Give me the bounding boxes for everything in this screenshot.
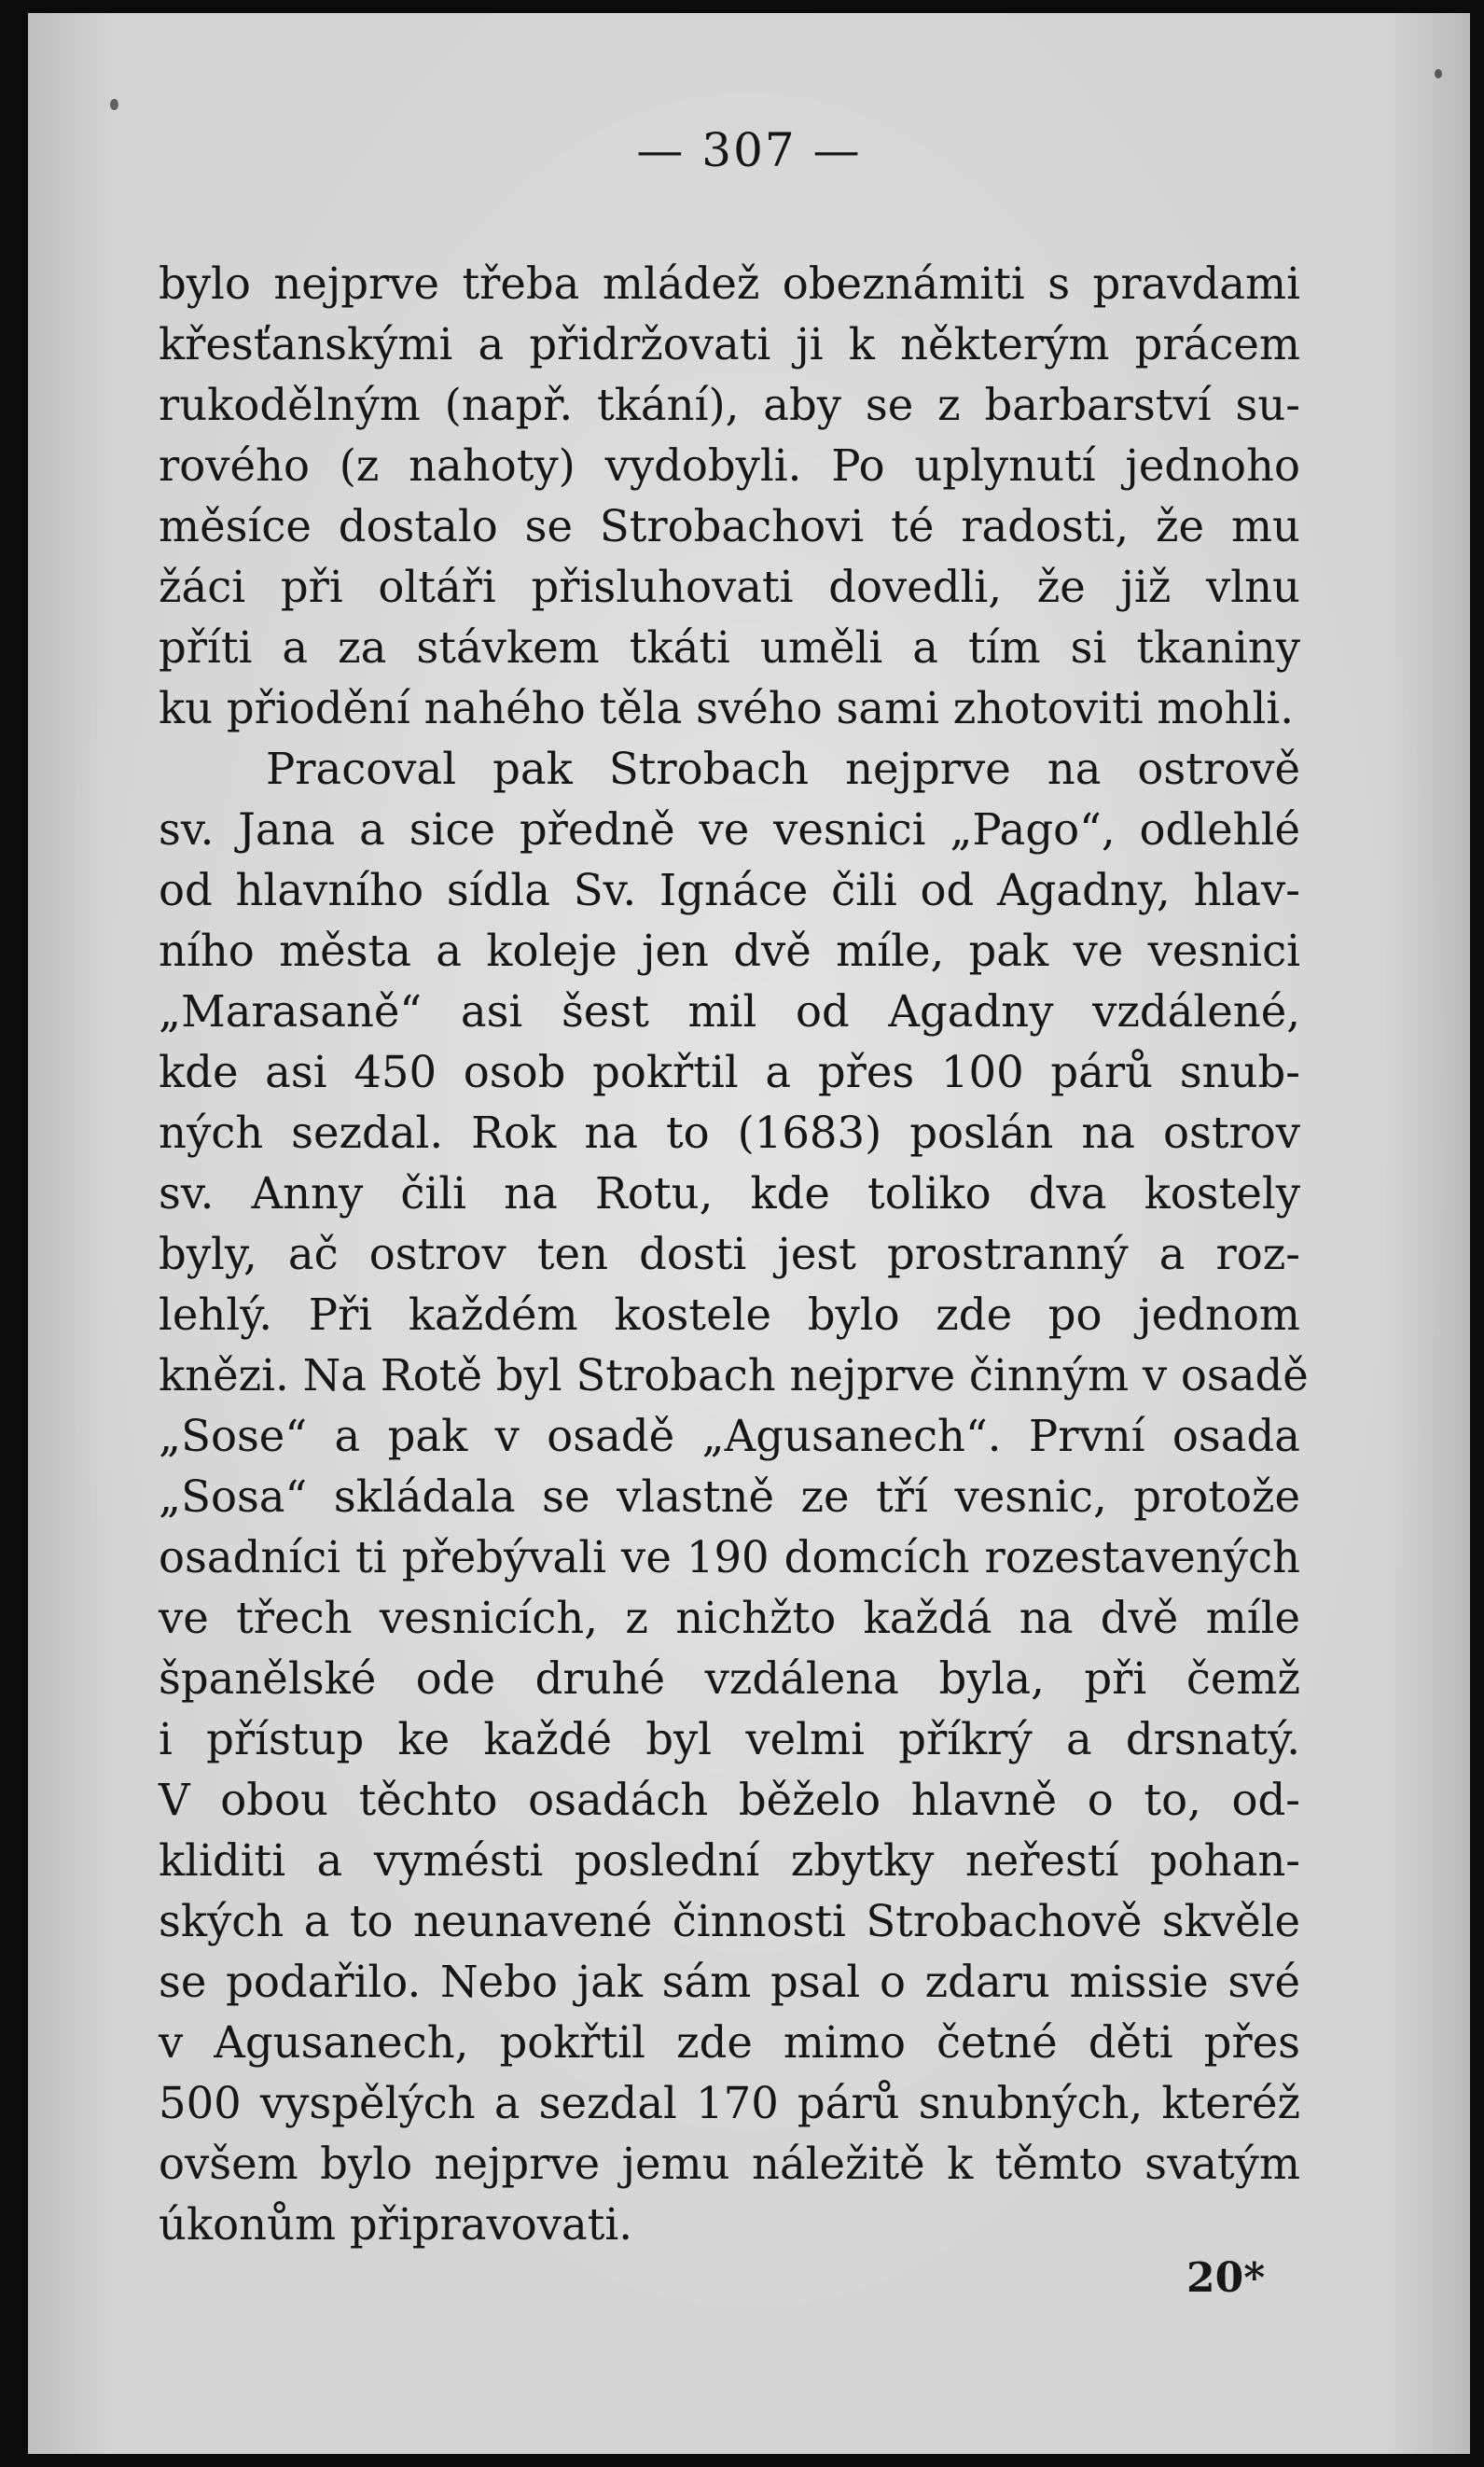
text-line: osadníci ti přebývali ve 190 domcích rozestavených	[159, 1532, 1300, 1582]
text-line: žáci při oltáři přisluhovati dovedli, že již vlnu	[159, 562, 1300, 612]
body-text	[159, 254, 1309, 2255]
text-line: ných sezdal. Rok na to (1683) poslán na ostrov	[159, 1108, 1300, 1158]
text-line: ve třech vesnicích, z nichžto každá na dvě míle	[159, 1593, 1300, 1643]
text-line: kliditi a vymésti poslední zbytky neřestí pohan-	[159, 1835, 1300, 1886]
signature-mark: 20*	[1186, 2254, 1266, 2302]
text-line: měsíce dostalo se Strobachovi té radosti, že mu	[159, 501, 1300, 551]
text-line: „Sose“ a pak v osadě „Agusanech“. První osada	[159, 1411, 1300, 1461]
text-line: „Marasaně“ asi šest mil od Agadny vzdálené,	[159, 986, 1300, 1037]
text-line: Pracoval pak Strobach nejprve na ostrově	[266, 744, 1300, 794]
text-line: v Agusanech, pokřtil zde mimo četné děti přes	[159, 2017, 1300, 2068]
ink-speck	[110, 99, 118, 110]
text-line: od hlavního sídla Sv. Ignáce čili od Agadny, hlav-	[159, 865, 1300, 915]
text-line: příti a za stávkem tkáti uměli a tím si tkaniny	[159, 622, 1300, 673]
text-line: sv. Anny čili na Rotu, kde toliko dva kostely	[159, 1168, 1300, 1219]
text-line: ního města a koleje jen dvě míle, pak ve vesnici	[159, 926, 1300, 976]
text-line: ku přiodění nahého těla svého sami zhotoviti mohli.	[159, 683, 1294, 733]
page-number: — 307 —	[636, 123, 862, 177]
text-line: kde asi 450 osob pokřtil a přes 100 párů snub-	[159, 1047, 1300, 1097]
text-line: byly, ač ostrov ten dosti jest prostranný a roz-	[159, 1229, 1300, 1279]
book-page	[28, 13, 1470, 2454]
text-line: lehlý. Při každém kostele bylo zde po jednom	[159, 1289, 1300, 1340]
text-line: sv. Jana a sice předně ve vesnici „Pago“, odlehlé	[159, 804, 1300, 855]
text-line: rového (z nahoty) vydobyli. Po uplynutí jednoho	[159, 440, 1300, 491]
text-line: ovšem bylo nejprve jemu náležitě k těmto svatým	[159, 2139, 1300, 2189]
text-line: úkonům připravovati.	[159, 2199, 633, 2250]
text-line: křesťanskými a přidržovati ji k některým prácem	[159, 319, 1300, 369]
text-line: V obou těchto osadách běželo hlavně o to, od-	[159, 1775, 1300, 1825]
ink-speck	[1435, 69, 1442, 78]
text-line: se podařilo. Nebo jak sám psal o zdaru missie své	[159, 1957, 1300, 2007]
text-line: i přístup ke každé byl velmi příkrý a drsnatý.	[159, 1714, 1300, 1764]
text-line: španělské ode druhé vzdálena byla, při čemž	[159, 1653, 1300, 1704]
text-line: rukodělným (např. tkání), aby se z barbarství su-	[159, 380, 1300, 430]
text-line: bylo nejprve třeba mládež obeznámiti s pravdami	[159, 258, 1300, 309]
text-line: 500 vyspělých a sezdal 170 párů snubných, kteréž	[159, 2078, 1300, 2128]
text-line: ských a to neunavené činnosti Strobachově skvěle	[159, 1896, 1300, 1946]
text-line: „Sosa“ skládala se vlastně ze tří vesnic, protože	[159, 1471, 1300, 1522]
text-line: knězi. Na Rotě byl Strobach nejprve činným v osadě	[159, 1350, 1309, 1401]
